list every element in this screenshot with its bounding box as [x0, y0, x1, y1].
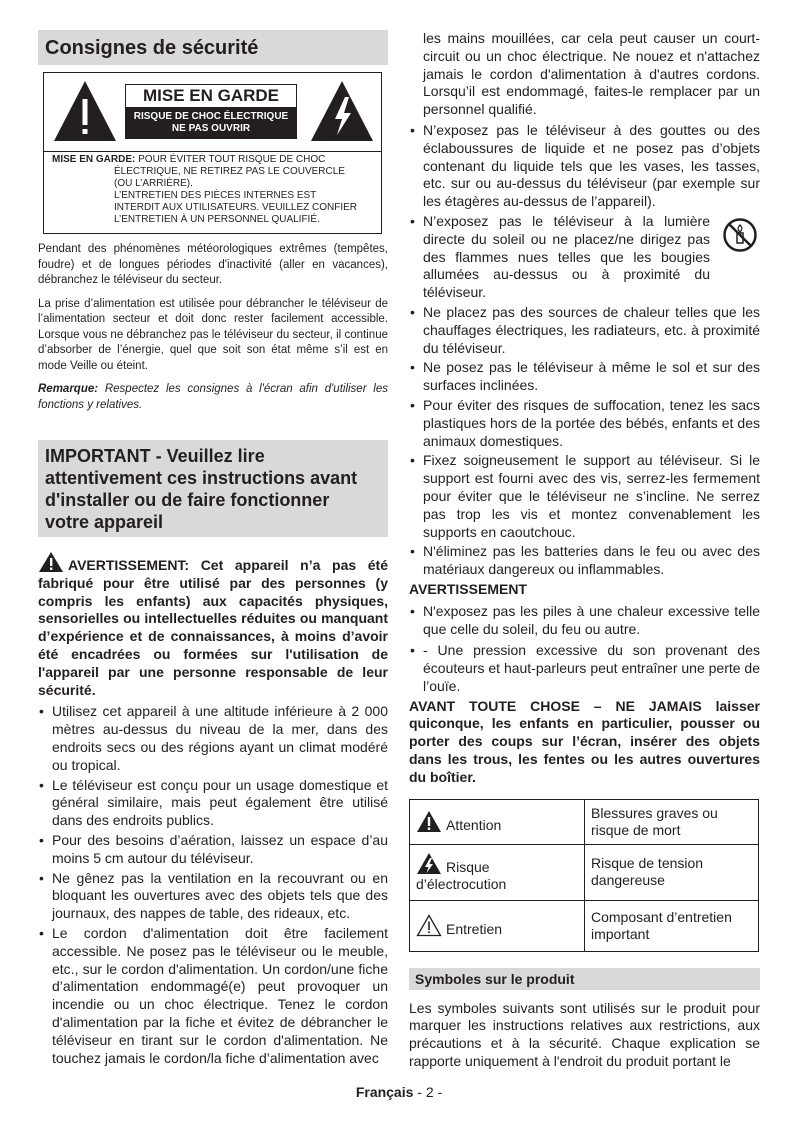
- symbol-label: Attention: [446, 816, 502, 833]
- warning-triangle-icon: [38, 551, 64, 573]
- warning-text-lead: MISE EN GARDE:: [52, 154, 136, 165]
- plug-paragraph: La prise d’alimentation est utilisée pour débrancher le téléviseur de l’alimentation secteur et doit donc rester facilement accessible. Lorsque vous ne débranchez pas le téléviseur du secteur, il continue d’absorber de l’énergie, quel que soit son état même s’il est en mode Veille ou éteint.: [38, 297, 388, 372]
- warning-box: [43, 72, 382, 234]
- remark-text: Respectez les consignes à l'écran afin d'utiliser les fonctions y relatives.: [38, 383, 388, 411]
- list-item: • Le téléviseur est conçu pour un usage domestique et général similaire, mais peut également être utilisé dans des endroits publics.: [38, 777, 388, 830]
- band-line: RISQUE DE CHOC ÉLECTRIQUE: [133, 111, 289, 122]
- symbol-label: Entretien: [446, 920, 503, 937]
- right-bullet-list: [409, 122, 760, 579]
- symbol-label: Risque d’électrocution: [416, 858, 507, 892]
- table-cell: [410, 799, 585, 844]
- warning-text-line: (OU L’ARRIÈRE).: [114, 178, 193, 189]
- list-item: • Utilisez cet appareil à une altitude inférieure à 2 000 mètres au-dessus du niveau de la mer, dans des endroits secs ou des régions ayant un climat modéré ou tropical.: [38, 703, 388, 774]
- list-item: • Ne placez pas des sources de chaleur telles que les chauffages électriques, les radiateurs, etc. à proximité du téléviseur.: [409, 304, 760, 357]
- avertissement-paragraph: [38, 551, 388, 699]
- warning-bullet-list: [409, 603, 760, 696]
- band-line: NE PAS OUVRIR: [171, 123, 251, 134]
- product-symbols-subtitle: Symboles sur le produit: [409, 968, 760, 990]
- page-footer: [0, 1084, 798, 1100]
- table-row: [410, 799, 759, 844]
- list-item-sunlight: [409, 213, 760, 302]
- continuation-paragraph: les mains mouillées, car cela peut causer un court-circuit ou un choc électrique. Ne nouez et n'attachez jamais le cordon d'alimentation à d'autres cordons. Lorsqu’il est endommagé, faites-le remplacer par un personnel qualifié.: [423, 30, 760, 118]
- weather-paragraph: Pendant des phénomènes météorologiques extrêmes (tempêtes, foudre) et de longues périodes d'inactivité (aller en vacances), débranchez le téléviseur du secteur.: [38, 243, 388, 286]
- caution-triangle-icon: [416, 810, 442, 833]
- caution-bold-paragraph: AVANT TOUTE CHOSE – NE JAMAIS laisser quiconque, les enfants en particulier, pousser ou porter des coups sur l’écran, insérer des objets dans les trous, les fentes ou les autres ouvertures du boîtier.: [409, 697, 760, 785]
- list-item: • Pour des besoins d’aération, laissez un espace d’au moins 5 cm autour du téléviseur.: [38, 832, 388, 868]
- final-paragraph: Les symboles suivants sont utilisés sur le produit pour marquer les instructions relatives aux restrictions, aux précautions et à la sécurité. Chaque explication se rapporte uniquement à l'endroit du produit portant le: [409, 999, 760, 1070]
- table-cell: Blessures graves ou risque de mort: [585, 799, 759, 844]
- table-cell: [410, 844, 585, 900]
- page-number: - 2 -: [413, 1084, 443, 1100]
- remark-paragraph: [38, 382, 388, 413]
- warning-heading: AVERTISSEMENT: [409, 580, 527, 597]
- left-column: [38, 30, 388, 1069]
- important-title: [38, 440, 388, 537]
- important-title-line: attentivement ces instructions avant: [45, 468, 358, 488]
- list-item: • - Une pression excessive du son provenant des écouteurs et haut-parleurs peut entraîner une perte de l’ouïe.: [409, 642, 760, 695]
- table-cell: Composant d’entretien important: [585, 900, 759, 951]
- list-item: • N'éliminez pas les batteries dans le feu ou avec des matériaux dangereux ou inflammables.: [409, 543, 760, 579]
- warning-band: [125, 108, 297, 139]
- warning-text-line: ÉLECTRIQUE, NE RETIREZ PAS LE COUVERCLE: [114, 166, 345, 177]
- warning-text-line: POUR ÉVITER TOUT RISQUE DE CHOC: [135, 154, 326, 165]
- table-cell: Risque de tension dangereuse: [585, 844, 759, 900]
- important-title-line: votre appareil: [45, 512, 164, 532]
- list-item-text: N’exposez pas le téléviseur à la lumière directe du soleil ou ne placez/ne dirigez pas des flammes nues telles que les bougies allumées au-dessus ou à proximité du téléviseur.: [423, 212, 710, 301]
- maintenance-triangle-icon: [416, 914, 442, 937]
- table-row: [410, 844, 759, 900]
- important-title-line: IMPORTANT - Veuillez lire: [45, 446, 265, 466]
- list-item: • N’exposez pas le téléviseur à des gouttes ou des éclaboussures de liquide et ne posez pas d’objets contenant du liquide tels que les vases, les tasses, etc. sur ou au-dessus du téléviseur (par exemple sur les étagères au-dessus de l’appareil).: [409, 122, 760, 211]
- remark-label: Remarque:: [38, 383, 99, 395]
- list-item: • Le cordon d'alimentation doit être facilement accessible. Ne posez pas le téléviseur ou le meuble, etc., sur le cordon d'alimentation. Un cordon/une fiche d’alimentation endommagé(e) peut provoquer un incendie ou un choc électrique. Tenez le cordon d'alimentation par la fiche et évitez de débrancher le téléviseur en tirant sur le cordon d'alimentation. Ne touchez jamais le cordon/la fiche d’alimentation avec: [38, 925, 388, 1067]
- warning-text-line: L’ENTRETIEN À UN PERSONNEL QUALIFIÉ.: [114, 214, 320, 225]
- important-title-line: d'installer ou de faire fonctionner: [45, 490, 330, 510]
- table-cell: [410, 900, 585, 951]
- warning-label: [125, 84, 297, 139]
- warning-text-line: INTERDIT AUX UTILISATEURS. VEUILLEZ CONFIER: [114, 202, 358, 213]
- right-column: [409, 30, 760, 1071]
- warning-title: MISE EN GARDE: [125, 84, 297, 108]
- left-bullet-list: [38, 703, 388, 1067]
- list-item: • N'exposez pas les piles à une chaleur excessive telle que celle du soleil, du feu ou autre.: [409, 603, 760, 639]
- lightning-triangle-icon: [309, 79, 375, 143]
- electric-triangle-icon: [416, 852, 442, 875]
- table-row: [410, 900, 759, 951]
- list-item: • Fixez soigneusement le support au téléviseur. Si le support est fourni avec des vis, serrez-les fermement pour éviter que le téléviseur ne s’incline. Ne serrez pas trop les vis et montez convenablement les supports en caoutchouc.: [409, 452, 760, 541]
- list-item: • Ne gênez pas la ventilation en la recouvrant ou en bloquant les ouvertures avec des objets tels que des journaux, des nappes de table, des rideaux, etc.: [38, 870, 388, 923]
- warning-text: [44, 152, 381, 226]
- list-item: • Ne posez pas le téléviseur à même le sol et sur des surfaces inclinées.: [409, 359, 760, 395]
- list-item: • Pour éviter des risques de suffocation, tenez les sacs plastiques hors de la portée des bébés, enfants et des animaux domestiques.: [409, 397, 760, 450]
- warning-text-line: L’ENTRETIEN DES PIÈCES INTERNES EST: [114, 190, 317, 201]
- no-flame-icon: [722, 217, 758, 253]
- avertissement-text: AVERTISSEMENT: Cet appareil n’a pas été fabriqué pour être utilisé par des personnes (y compris les enfants) aux capacités physiques, sensorielles ou intellectuelles réduites ou manquant d’expérience et de connaissances, à moins d’avoir été encadrées ou formées sur l'utilisation de l'appareil par une personne responsable de leur sécurité.: [38, 557, 388, 698]
- exclamation-triangle-icon: [52, 79, 118, 143]
- symbol-table: [409, 799, 759, 952]
- section-title-safety: Consignes de sécurité: [38, 30, 388, 65]
- footer-language: Français: [355, 1084, 414, 1100]
